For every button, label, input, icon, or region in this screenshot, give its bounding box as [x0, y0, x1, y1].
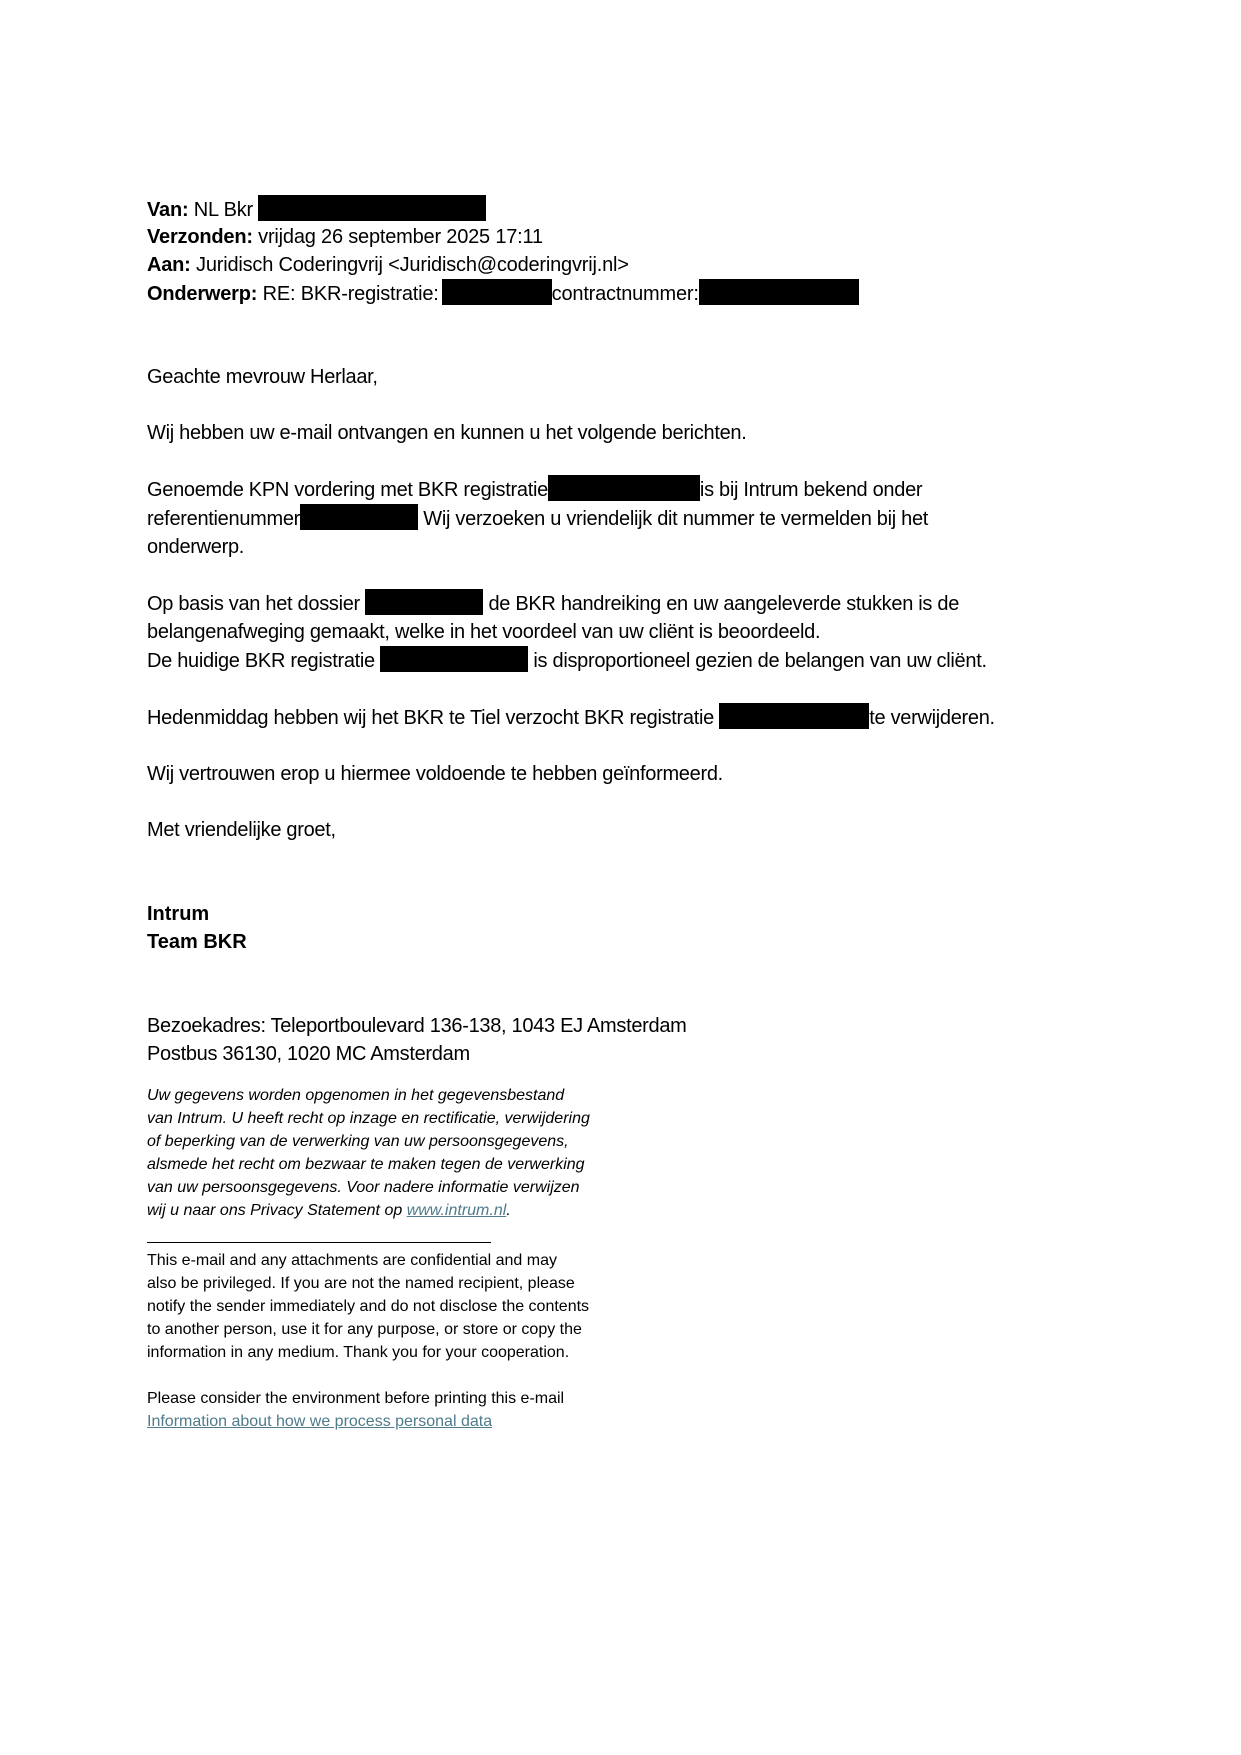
privacy-line: of beperking van de verwerking van uw persoonsgegevens, — [147, 1133, 569, 1150]
email-printout — [147, 195, 1107, 1433]
subject-middle: contractnummer: — [551, 283, 699, 305]
redacted-registration — [442, 279, 552, 305]
paragraph-informed: Wij vertrouwen erop u hiermee voldoende te hebben geïnformeerd. — [147, 763, 723, 785]
signature-company: Intrum — [147, 903, 210, 925]
sent-label: Verzonden: — [147, 226, 253, 248]
disclaimer-line: notify the sender immediately and do not disclose the contents — [147, 1298, 590, 1315]
privacy-line: van Intrum. U heeft recht op inzage en rectificatie, verwijdering — [147, 1110, 590, 1127]
text: De huidige BKR registratie — [147, 650, 375, 672]
text: de BKR handreiking en uw aangeleverde stukken is de — [488, 593, 960, 615]
privacy-notice — [147, 1084, 1107, 1222]
signature — [147, 900, 1107, 1068]
text: is bij Intrum bekend onder — [699, 479, 923, 501]
text: te verwijderen. — [869, 707, 995, 729]
visit-address: Bezoekadres: Teleportboulevard 136-138, 1043 EJ Amsterdam — [147, 1015, 687, 1037]
separator-rule — [147, 1242, 491, 1243]
disclaimer-line: This e-mail and any attachments are confidential and may — [147, 1252, 557, 1269]
text: onderwerp. — [147, 536, 245, 558]
paragraph-assessment — [147, 589, 1107, 675]
redacted-reference-number — [300, 504, 418, 530]
email-header — [147, 195, 1107, 307]
privacy-line: van uw persoonsgegevens. Voor nadere informatie verwijzen — [147, 1179, 580, 1196]
text: Hedenmiddag hebben wij het BKR te Tiel verzocht BKR registratie — [147, 707, 714, 729]
closing: Met vriendelijke groet, — [147, 819, 336, 841]
environment-note: Please consider the environment before printing this e-mail — [147, 1390, 565, 1407]
disclaimer-line: to another person, use it for any purpose, or store or copy the — [147, 1321, 582, 1338]
from-value: NL Bkr — [193, 199, 253, 221]
text: Wij verzoeken u vriendelijk dit nummer te vermelden bij het — [418, 508, 929, 530]
privacy-line — [147, 1199, 1107, 1222]
disclaimer-line: also be privileged. If you are not the named recipient, please — [147, 1275, 575, 1292]
subject-prefix: RE: BKR-registratie: — [262, 283, 439, 305]
text: Genoemde KPN vordering met BKR registratie — [147, 479, 548, 501]
privacy-line: alsmede het recht om bezwaar te maken tegen de verwerking — [147, 1156, 585, 1173]
email-body — [147, 363, 1107, 844]
from-label: Van: — [147, 199, 189, 221]
intrum-website-link[interactable]: www.intrum.nl — [406, 1202, 507, 1219]
redacted-registration — [548, 475, 700, 501]
salutation: Geachte mevrouw Herlaar, — [147, 366, 378, 388]
redacted-dossier — [365, 589, 483, 615]
paragraph-received: Wij hebben uw e-mail ontvangen en kunnen u het volgende berichten. — [147, 422, 747, 444]
confidentiality-disclaimer — [147, 1249, 1107, 1433]
disclaimer-line: information in any medium. Thank you for your cooperation. — [147, 1344, 570, 1361]
sent-line — [147, 223, 1107, 251]
text: referentienummer — [147, 508, 301, 530]
to-label: Aan: — [147, 254, 191, 276]
paragraph-reference — [147, 475, 1107, 561]
signature-team: Team BKR — [147, 931, 247, 953]
redacted-contract-number — [699, 279, 859, 305]
text: Op basis van het dossier — [147, 593, 360, 615]
redacted-sender-address — [258, 195, 486, 221]
redacted-registration — [380, 646, 528, 672]
privacy-line: Uw gegevens worden opgenomen in het gegevensbestand — [147, 1087, 565, 1104]
text: wij u naar ons Privacy Statement op — [147, 1202, 407, 1219]
redacted-registration — [719, 703, 869, 729]
personal-data-info-link[interactable]: Information about how we process personal data — [147, 1413, 493, 1430]
postal-address: Postbus 36130, 1020 MC Amsterdam — [147, 1043, 470, 1065]
subject-line — [147, 279, 1107, 307]
sent-value: vrijdag 26 september 2025 17:11 — [258, 226, 543, 248]
to-value: Juridisch Coderingvrij <Juridisch@coderingvrij.nl> — [196, 254, 629, 276]
subject-label: Onderwerp: — [147, 283, 258, 305]
text: is disproportioneel gezien de belangen van uw cliënt. — [533, 650, 987, 672]
to-line — [147, 251, 1107, 279]
text: . — [506, 1202, 511, 1219]
paragraph-removal — [147, 703, 1107, 732]
text: belangenafweging gemaakt, welke in het voordeel van uw cliënt is beoordeeld. — [147, 621, 821, 643]
from-line — [147, 195, 1107, 223]
